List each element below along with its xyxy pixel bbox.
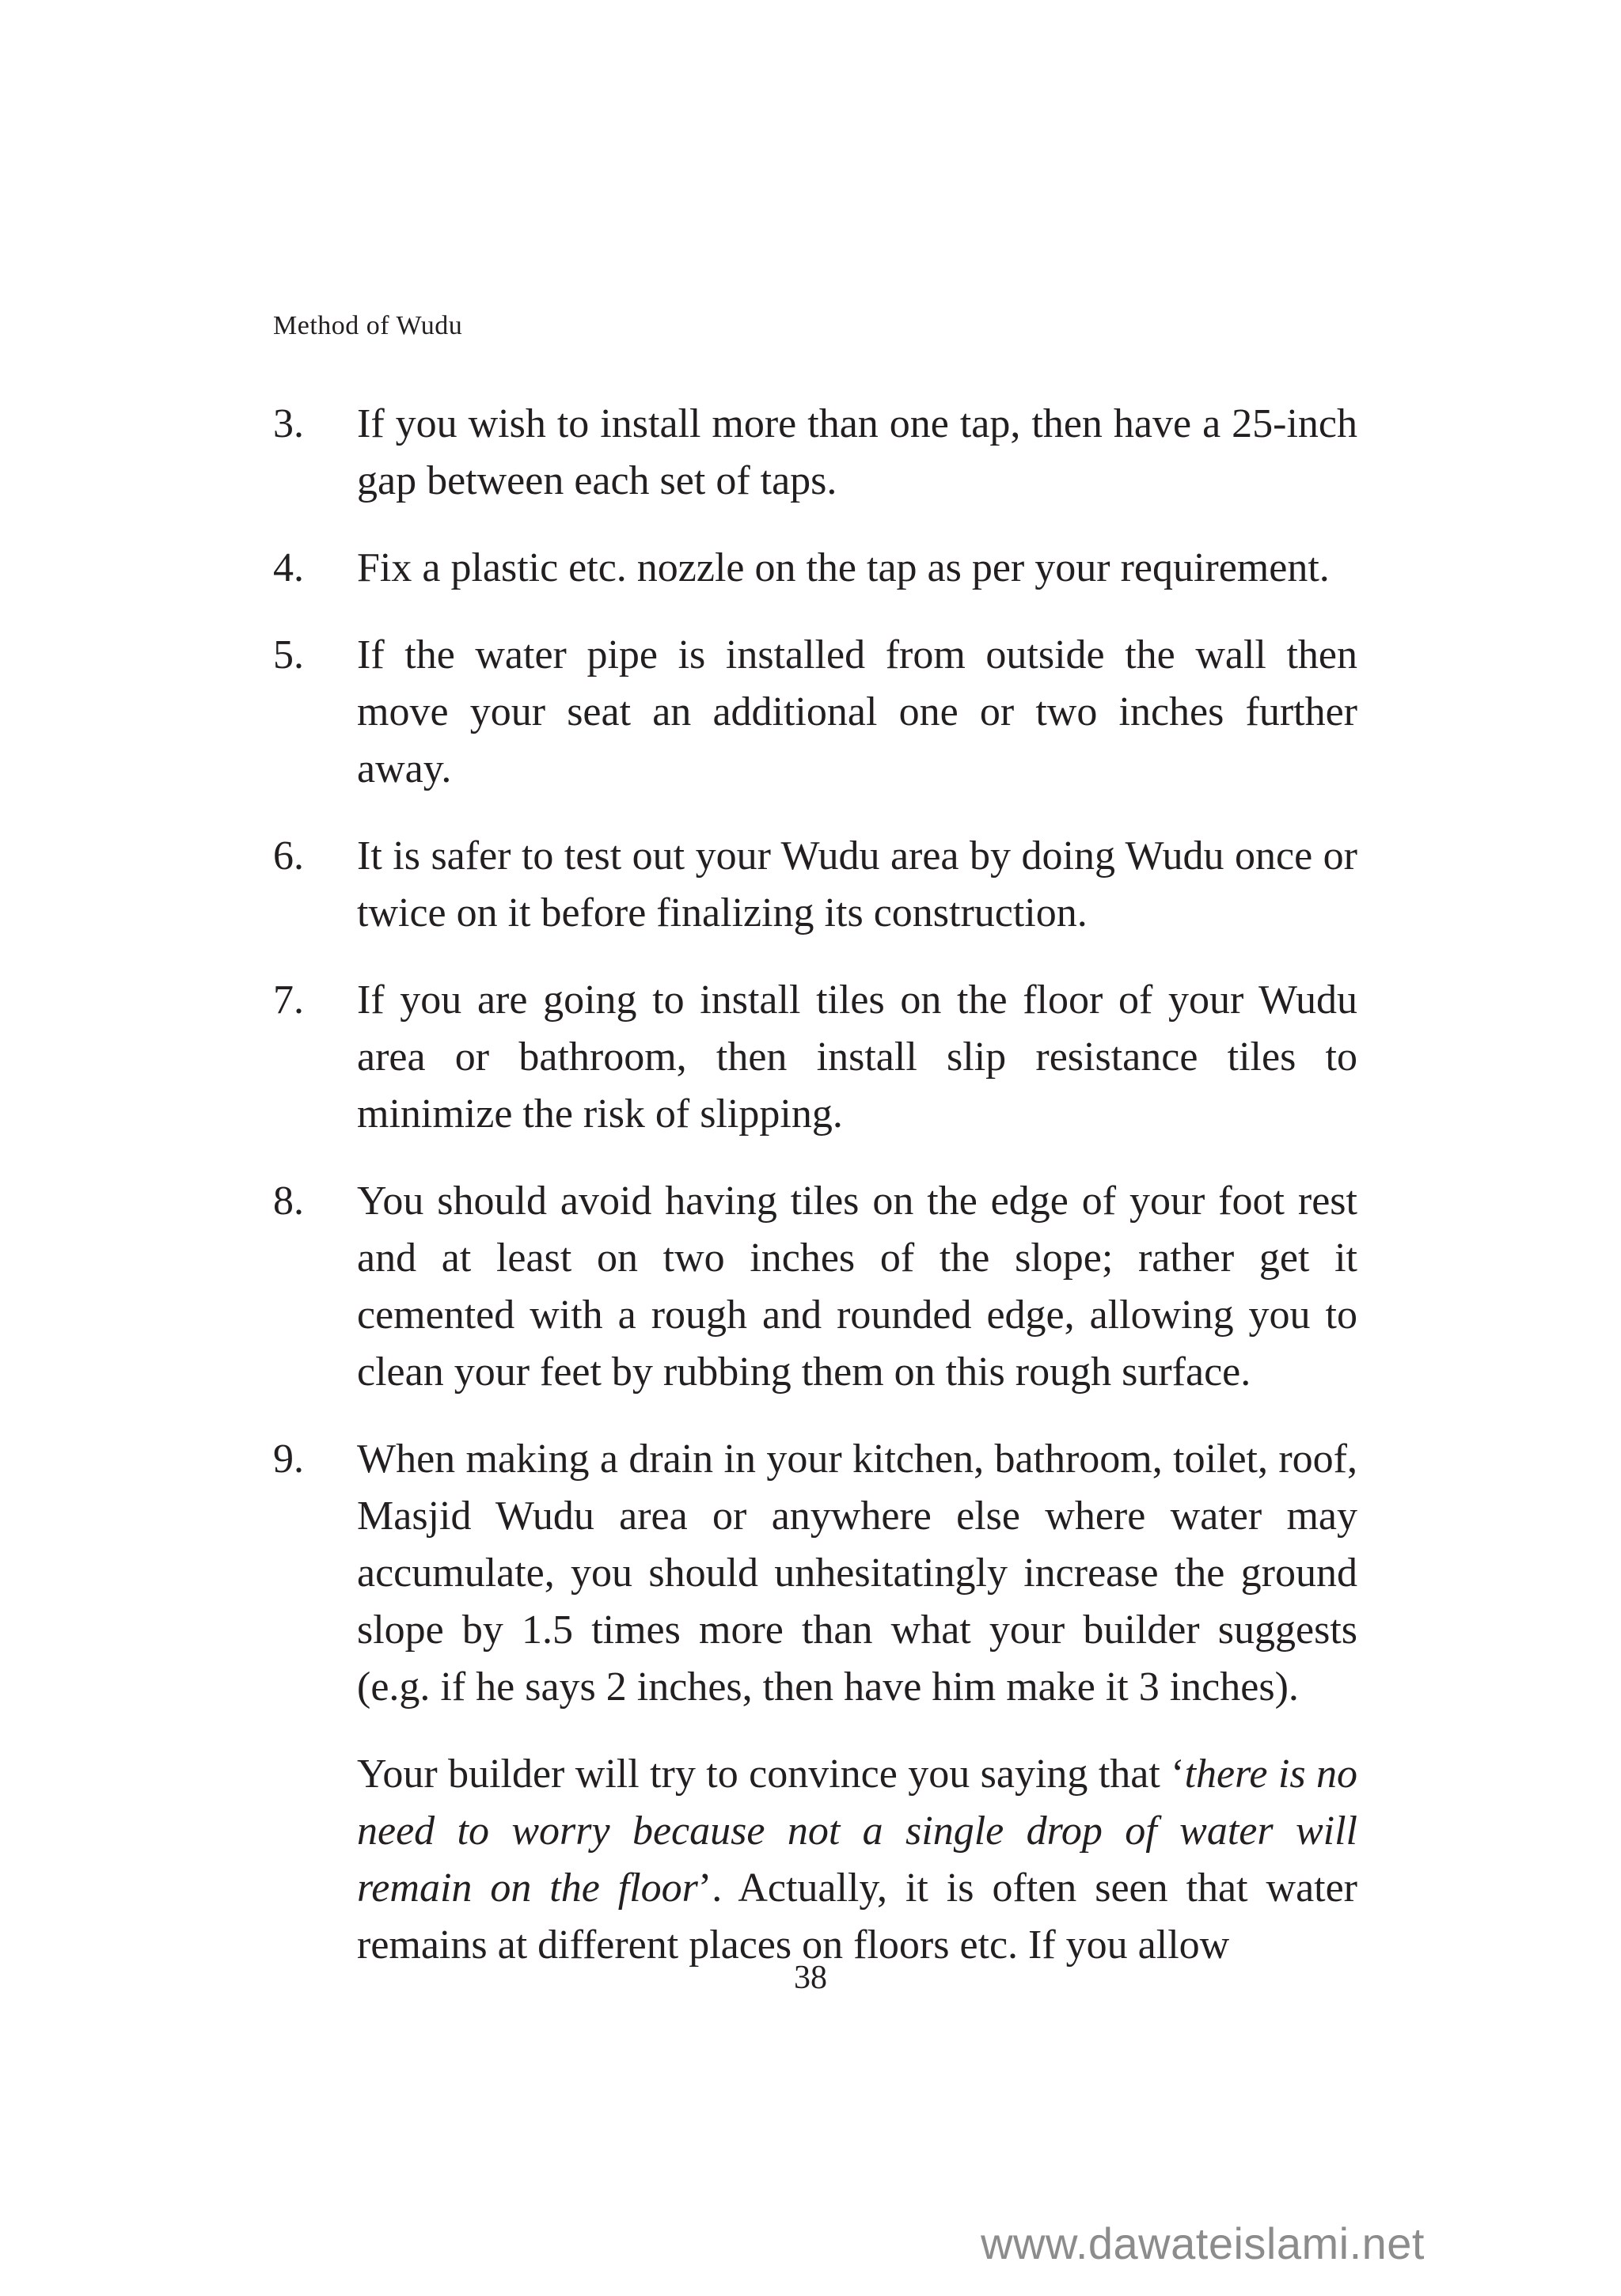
list-item-number: 6.	[273, 833, 304, 879]
list-item-text: It is safer to test out your Wudu area by doing Wudu once or twice on it before finalizing its construction.	[357, 833, 1357, 935]
page-number: 38	[794, 1960, 827, 1996]
list-item	[273, 972, 1357, 1143]
list-item-text: Fix a plastic etc. nozzle on the tap as per your requirement.	[357, 545, 1330, 590]
list-item-number: 3.	[273, 401, 304, 446]
list-item	[273, 1431, 1357, 1716]
closing-paragraph	[357, 1746, 1357, 1974]
list-item	[273, 1173, 1357, 1401]
list-item	[273, 540, 1357, 597]
page-body	[273, 396, 1357, 2015]
list-item-text: If you are going to install tiles on the floor of your Wudu area or bathroom, then install slip resistance tiles to minimize the risk of slipping.	[357, 977, 1357, 1137]
list-item-text: If you wish to install more than one tap, then have a 25-inch gap between each set of taps.	[357, 401, 1357, 503]
closing-paragraph-tail: ’. Actually, it is often seen that water remains at different places on floors etc. If you allow	[357, 1865, 1357, 1968]
watermark-url: www.dawateislami.net	[981, 2218, 1425, 2268]
list-item-number: 5.	[273, 632, 304, 677]
list-item	[273, 396, 1357, 510]
list-item-number: 7.	[273, 977, 304, 1023]
list-item	[273, 627, 1357, 798]
list-item-number: 4.	[273, 545, 304, 590]
list-item-text: If the water pipe is installed from outside the wall then move your seat an additional one or two inches further away.	[357, 632, 1357, 791]
running-header: Method of Wudu	[273, 311, 463, 340]
list-item	[273, 828, 1357, 942]
closing-paragraph-lead: Your builder will try to convince you saying that ‘	[357, 1751, 1185, 1797]
list-item-number: 8.	[273, 1178, 304, 1224]
list-item-number: 9.	[273, 1436, 304, 1482]
closing-paragraph-quote: there is no need to worry because not a single drop of water will remain on the floor	[357, 1751, 1357, 1911]
list-item-text: You should avoid having tiles on the edge of your foot rest and at least on two inches of the slope; rather get it cemented with a rough and rounded edge, allowing you to clean your feet by rubbing them on this rough surface.	[357, 1178, 1357, 1395]
list-item-text: When making a drain in your kitchen, bathroom, toilet, roof, Masjid Wudu area or anywhere else where water may accumulate, you should unhesitatingly increase the ground slope by 1.5 times more than what your builder suggests (e.g. if he says 2 inches, then have him make it 3 inches).	[357, 1436, 1357, 1710]
